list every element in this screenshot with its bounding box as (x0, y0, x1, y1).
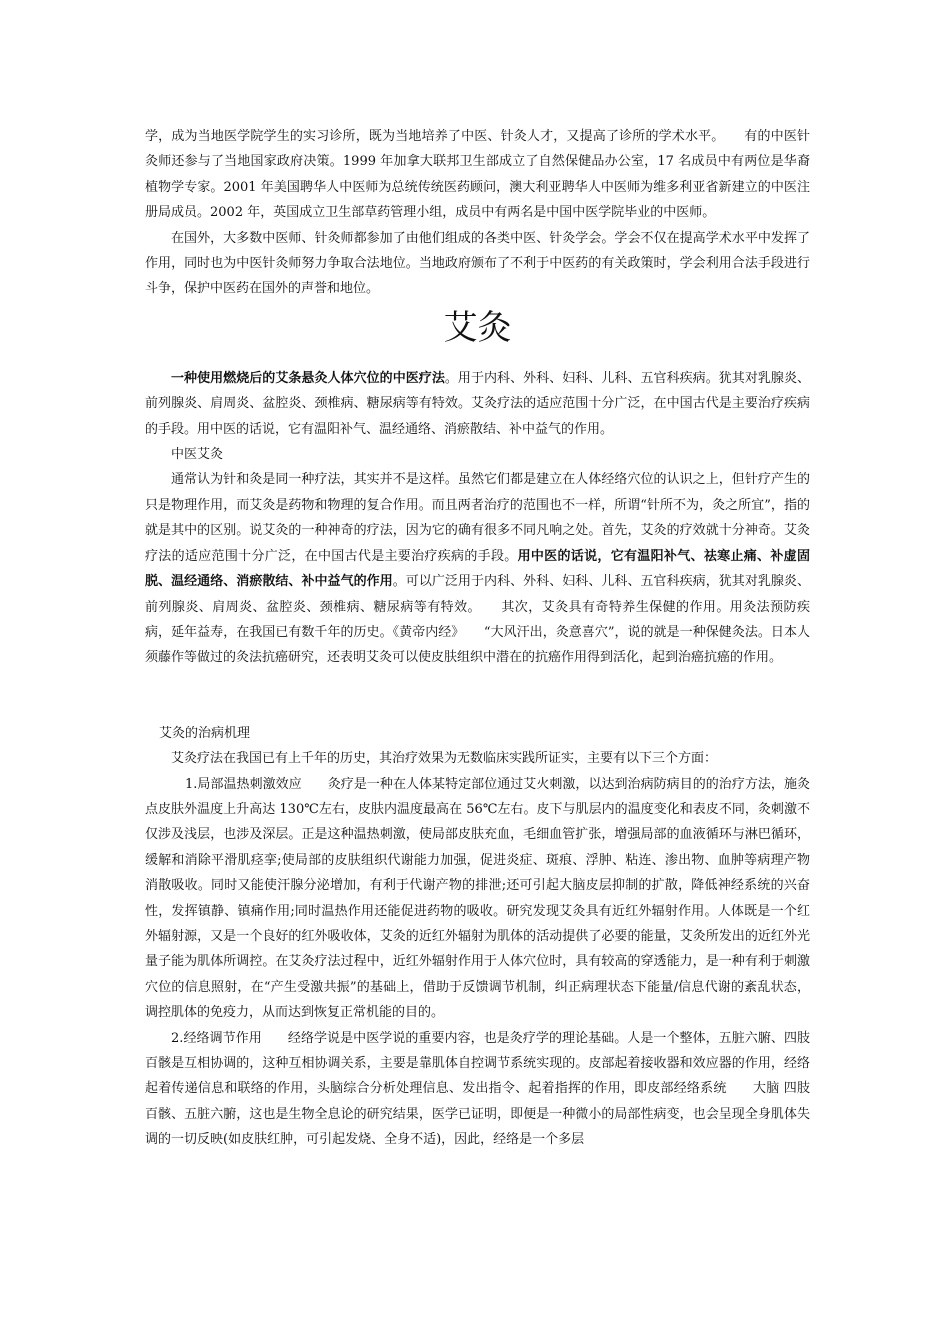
para-b: 。可以广泛用于内科、外科、妇科、儿科、五官科疾病，犹其对乳腺炎、前列腺炎、肩周炎、盆腔炎、颈椎病、糖尿病等有特效。 其次，艾灸具有奇特养生保健的作用。用灸法预防疾病，延年益寿，在我国已有数千年的历史。《黄帝内经》 “大风汗出，灸意喜穴”，说的就是一种保健灸法。日本人须藤作等做过的灸法抗癌研究，还表明艾灸可以使皮肤组织中潜在的抗癌作用得到活化，起到治癌抗癌的作用。 (145, 574, 810, 666)
para-a: 通常认为针和灸是同一种疗法，其实并不是这样。虽然它们都是建立在人体经络穴位的认识之上，但针疗产生的只是物理作用，而艾灸是药物和物理的复合作用。而且两者治疗的范围也不一样，所谓“针所不为，灸之所宜”，指的就是其中的区别。说艾灸的一种神奇的疗法，因为它的确有很多不同凡响之处。首先，艾灸的疗效就十分神奇。艾灸疗法的适应范围十分广泛，在中国古代是主要治疗疾病的手段。 (145, 472, 810, 564)
paragraph-associations: 在国外，大多数中医师、针灸师都参加了由他们组成的各类中医、针灸学会。学会不仅在提高学术水平中发挥了作用，同时也为中医针灸师努力争取合法地位。当地政府颁布了不利于中医药的有关政策时，学会利用合法手段进行斗争，保护中医药在国外的声誉和地位。 (145, 230, 810, 297)
paragraph-meridian-regulation: 2.经络调节作用 经络学说是中医学说的重要内容，也是灸疗学的理论基础。人是一个整体，五脏六腑、四肢百骸是互相协调的，这种互相协调关系，主要是靠肌体自控调节系统实现的。皮部起着接收器和效应器的作用，经络起着传递信息和联络的作用，头脑综合分析处理信息、发出指令、起着指挥的作用，即皮部经络系统 大脑 四肢百骸、五脏六腑，这也是生物全息论的研究结果，医学已证明，即便是一种微小的局部性病变，也会呈现全身肌体失调的一切反映(如皮肤红肿，可引起发烧、全身不适)，因此，经络是一个多层 (145, 1030, 810, 1148)
paragraph-local-heat-effect: 1.局部温热刺激效应 灸疗是一种在人体某特定部位通过艾火刺激，以达到治病防病目的的治疗方法，施灸点皮肤外温度上升高达 130℃左右，皮肤内温度最高在 56℃左右。皮下与肌层内的温度变化和表皮不同，灸刺激不仅涉及浅层，也涉及深层。正是这种温热刺激，使局部皮肤充血，毛细血管扩张，增强局部的血液循环与淋巴循环，缓解和消除平滑肌痉挛;使局部的皮肤组织代谢能力加强，促进炎症、斑痕、浮肿、粘连、渗出物、血肿等病理产物消散吸收。同时又能使汗腺分泌增加，有利于代谢产物的排泄;还可引起大脑皮层抑制的扩散，降低神经系统的兴奋性，发挥镇静、镇痛作用;同时温热作用还能促进药物的吸收。研究发现艾灸具有近红外辐射作用。人体既是一个红外辐射源，又是一个良好的红外吸收体，艾灸的近红外辐射为肌体的活动提供了必要的能量，艾灸所发出的近红外光量子能为肌体所调控。在艾灸疗法过程中，近红外辐射作用于人体穴位时，具有较高的穿透能力，是一种有利于刺激穴位的信息照射，在“产生受激共振”的基础上，借助于反馈调节机制，纠正病理状态下能量/信息代谢的紊乱状态，调控肌体的免疫力，从而达到恢复正常机能的目的。 (145, 776, 810, 1021)
para-bold: 用中医的话说，它有温阳补气、祛寒止痛、补虚固脱、温经通络、消瘀散结、补中益气的作用 (145, 548, 810, 590)
paragraph-acupuncture-vs-moxibustion (145, 467, 810, 670)
paragraph-intro (145, 366, 810, 442)
page-title: 艾灸 (443, 307, 512, 348)
section-label-tcm-moxibustion: 中医艾灸 (171, 447, 224, 463)
intro-bold: 一种使用燃烧后的艾条悬灸人体穴位的中医疗法 (171, 370, 445, 386)
section-label-mechanism: 艾灸的治病机理 (159, 725, 251, 741)
document-page (145, 124, 810, 1153)
paragraph-mechanism-intro: 艾灸疗法在我国已有上千年的历史，其治疗效果为无数临床实践所证实，主要有以下三个方面： (171, 751, 718, 767)
paragraph-overseas-practice: 学，成为当地医学院学生的实习诊所，既为当地培养了中医、针灸人才，又提高了诊所的学术水平。 有的中医针灸师还参与了当地国家政府决策。1999 年加拿大联邦卫生部成立了自然保健品办公室，17 名成员中有两位是华裔植物学专家。2001 年美国聘华人中医师为总统传统医药顾问，澳大利亚聘华人中医师为维多利亚省新建立的中医注册局成员。2002 年，英国成立卫生部草药管理小组，成员中有两名是中国中医学院毕业的中医师。 (145, 129, 810, 221)
intro-rest: 。用于内科、外科、妇科、儿科、五官科疾病。犹其对乳腺炎、前列腺炎、肩周炎、盆腔炎、颈椎病、糖尿病等有特效。艾灸疗法的适应范围十分广泛，在中国古代是主要治疗疾病的手段。用中医的话说，它有温阳补气、温经通络、消瘀散结、补中益气的作用。 (145, 370, 810, 437)
